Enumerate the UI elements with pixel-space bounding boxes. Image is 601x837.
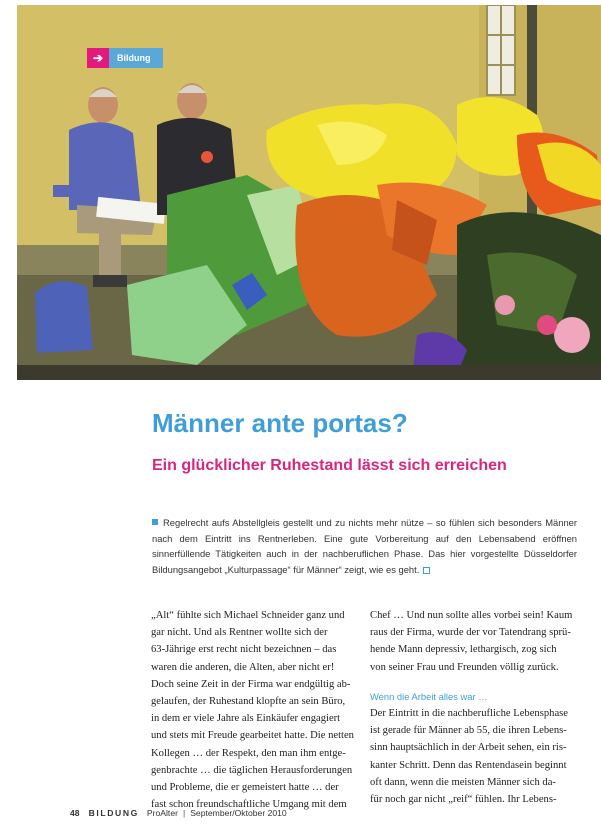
body-line: Doch seine Zeit in der Firma war endgültig ab- xyxy=(151,678,351,690)
body-line: und Probleme, die er gemeistert hatte … der xyxy=(151,782,339,794)
body-line: waren die anderen, die Alten, aber nicht er! xyxy=(151,661,335,673)
body-line: für noch gar nicht „reif“ fühlen. Ihr Lebens- xyxy=(370,794,557,806)
section-label: Bildung xyxy=(109,48,163,68)
body-line: raus der Firma, wurde der vor Tatendrang sprü- xyxy=(370,627,571,639)
arrow-right-icon: ➔ xyxy=(87,48,109,68)
footer-rubric: BILDUNG xyxy=(88,808,139,818)
body-line: gelaufen, der Ruhestand klopfte an sein Büro, xyxy=(151,696,346,708)
body-line: und stets mit Freude gearbeitet hatte. Die netten xyxy=(151,730,354,742)
article-subtitle: Ein glücklicher Ruhestand lässt sich erreichen xyxy=(152,457,507,474)
article-title: Männer ante portas? xyxy=(152,408,408,438)
column-left xyxy=(151,607,358,813)
body-line: von seiner Frau und Freunden völlig zurück. xyxy=(370,661,559,673)
body-line: fast schon freundschaftliche Umgang mit dem xyxy=(151,799,347,811)
bullet-square-icon xyxy=(152,519,158,525)
magazine-name: ProAlter xyxy=(146,808,178,818)
body-line: kanter Schritt. Denn das Rentendasein beginnt xyxy=(370,759,567,771)
body-line: Chef … Und nun sollte alles vorbei sein! Kaum xyxy=(370,610,573,621)
body-line: sinn hauptsächlich in der Arbeit sehen, ein ris- xyxy=(370,742,567,754)
column-right xyxy=(370,607,577,808)
end-mark-icon xyxy=(423,567,430,574)
body-line: oft dann, wenn die meisten Männer sich da- xyxy=(370,776,556,788)
body-line: Der Eintritt in die nachberufliche Lebensphase xyxy=(370,708,568,720)
body-line: in dem er viele Jahre als Einkäufer engagiert xyxy=(151,713,341,725)
body-line: ist gerade für Männer ab 55, die ihren Lebens- xyxy=(370,725,567,737)
body-line: hende Mann depressiv, lethargisch, zog sich xyxy=(370,644,557,656)
article-photo xyxy=(17,5,601,380)
body-line: 63-Jährige erst recht nicht bezeichnen – das xyxy=(151,644,337,656)
section-tag xyxy=(87,48,163,68)
article-lead xyxy=(152,515,577,577)
page-footer xyxy=(70,808,287,818)
lead-text: Regelrecht aufs Abstellgleis gestellt und zu nichts mehr nütze – so fühlen sich besonders Männer nach dem Eintritt ins Rentnerleben. Eine gute Vorbereitung auf den Lebensabend eröffnen sinnerfüllende Tätigkeiten auch in der nachberuflichen Phase. Das hier vorgestellte Düsseldorfer Bildungsangebot „Kulturpassage“ für Männer“ zeigt, wie es geht. xyxy=(152,517,577,575)
body-line: genbrachte … die täglichen Herausforderungen xyxy=(151,764,353,776)
body-line: Kollegen … der Respekt, den man ihm entge- xyxy=(151,747,346,759)
footer-separator: | xyxy=(182,808,186,818)
column-subhead: Wenn die Arbeit alles war … xyxy=(370,690,488,702)
body-line: gar nicht. Und als Rentner wollte sich der xyxy=(151,627,328,639)
body-line: „Alt“ fühlte sich Michael Schneider ganz und xyxy=(151,610,345,621)
issue-date: September/Oktober 2010 xyxy=(190,808,287,818)
page-number: 48 xyxy=(70,808,80,818)
